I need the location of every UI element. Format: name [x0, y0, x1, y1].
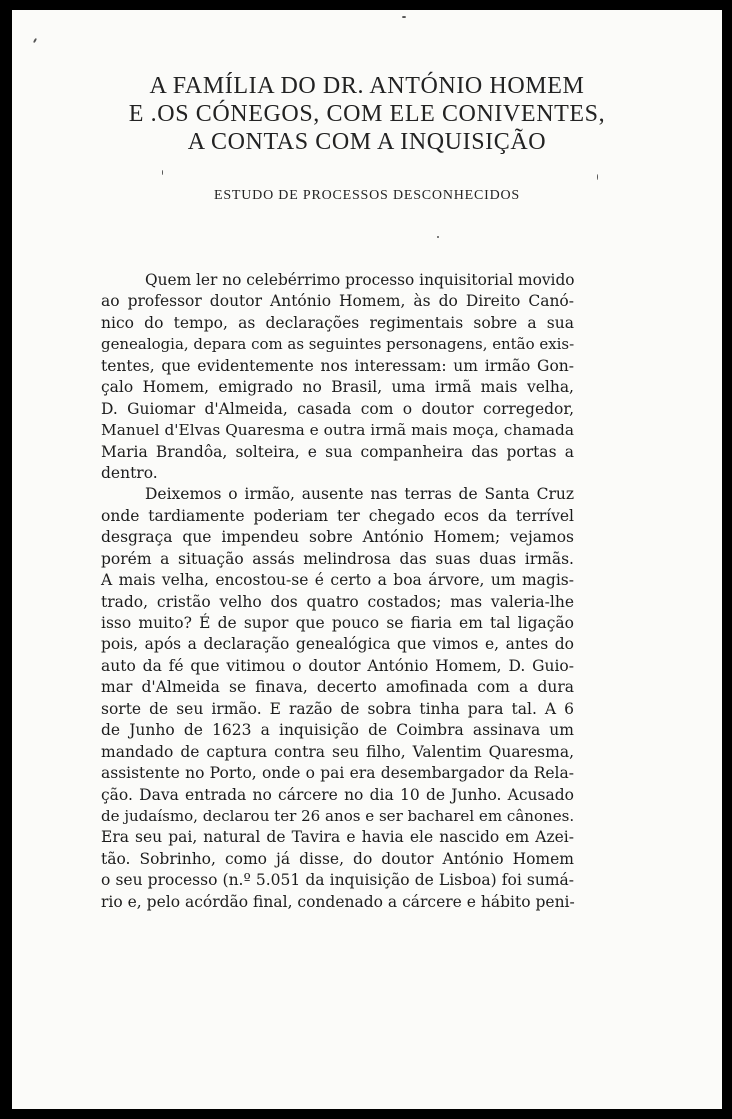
scan-speck — [402, 16, 406, 18]
text-line: çalo Homem, emigrado no Brasil, uma irmã mais velha, — [101, 378, 574, 397]
document-page — [12, 10, 722, 1109]
text-line: sorte de seu irmão. E razão de sobra tinha para tal. A 6 — [101, 699, 574, 718]
text-line: pois, após a declaração genealógica que vimos e, antes do — [101, 635, 574, 654]
text-line: ção. Dava entrada no cárcere no dia 10 de Junho. Acusado — [101, 785, 574, 804]
text-line: dentro. — [101, 463, 158, 482]
text-line: tão. Sobrinho, como já disse, do doutor António Homem — [101, 849, 574, 868]
text-line: rio e, pelo acórdão final, condenado a cárcere e hábito peni- — [101, 892, 575, 911]
scan-speck — [33, 38, 37, 43]
title-line-3: A CONTAS COM A INQUISIÇÃO — [187, 129, 547, 155]
text-line: mandado de captura contra seu filho, Valentim Quaresma, — [101, 742, 574, 761]
text-line: isso muito? É de supor que pouco se fiaria em tal ligação — [101, 614, 574, 632]
document-title — [12, 72, 722, 156]
text-line: porém a situação assás melindrosa das suas duas irmãs. — [101, 549, 574, 568]
text-line: onde tardiamente poderiam ter chegado ecos da terrível — [101, 506, 574, 525]
scan-speck — [597, 174, 598, 180]
text-line: desgraça que impendeu sobre António Homem; vejamos — [101, 528, 574, 547]
text-line: mar d'Almeida se finava, decerto amofinada com a dura — [101, 678, 574, 697]
title-line-2: E .OS CÓNEGOS, COM ELE CONIVENTES, — [128, 101, 606, 127]
text-line: Era seu pai, natural de Tavira e havia ele nascido em Azei- — [101, 828, 574, 847]
text-line: trado, cristão velho dos quatro costados; mas valeria-lhe — [101, 592, 574, 611]
document-subtitle: ESTUDO DE PROCESSOS DESCONHECIDOS — [213, 188, 521, 203]
text-line: Maria Brandôa, solteira, e sua companheira das portas a — [101, 442, 574, 461]
title-line-1: A FAMÍLIA DO DR. ANTÓNIO HOMEM — [149, 73, 585, 99]
text-line: de Junho de 1623 a inquisição de Coimbra assinava um — [101, 721, 574, 740]
text-line: auto da fé que vitimou o doutor António Homem, D. Guio- — [101, 656, 574, 675]
scan-speck — [162, 170, 163, 175]
text-line: tentes, que evidentemente nos interessam: um irmão Gon- — [101, 356, 574, 375]
text-line: genealogia, depara com as seguintes personagens, então exis- — [101, 335, 575, 354]
text-line: nico do tempo, as declarações regimentais sobre a sua — [101, 313, 574, 332]
text-line: assistente no Porto, onde o pai era desembargador da Rela- — [101, 764, 574, 783]
text-line: A mais velha, encostou-se é certo a boa árvore, um magis- — [101, 571, 574, 590]
text-line: o seu processo (n.º 5.051 da inquisição de Lisboa) foi sumá- — [101, 871, 574, 890]
text-line: D. Guiomar d'Almeida, casada com o doutor corregedor, — [101, 399, 574, 418]
text-line: ao professor doutor António Homem, às do Direito Canó- — [101, 292, 574, 311]
text-line: Manuel d'Elvas Quaresma e outra irmã mais moça, chamada — [101, 421, 574, 440]
scan-speck — [437, 236, 439, 238]
text-line: Deixemos o irmão, ausente nas terras de Santa Cruz — [145, 485, 574, 504]
text-line: de judaísmo, declarou ter 26 anos e ser bacharel em cânones. — [101, 806, 575, 825]
text-line: Quem ler no celebérrimo processo inquisitorial movido — [145, 271, 575, 289]
body-text — [101, 270, 574, 913]
